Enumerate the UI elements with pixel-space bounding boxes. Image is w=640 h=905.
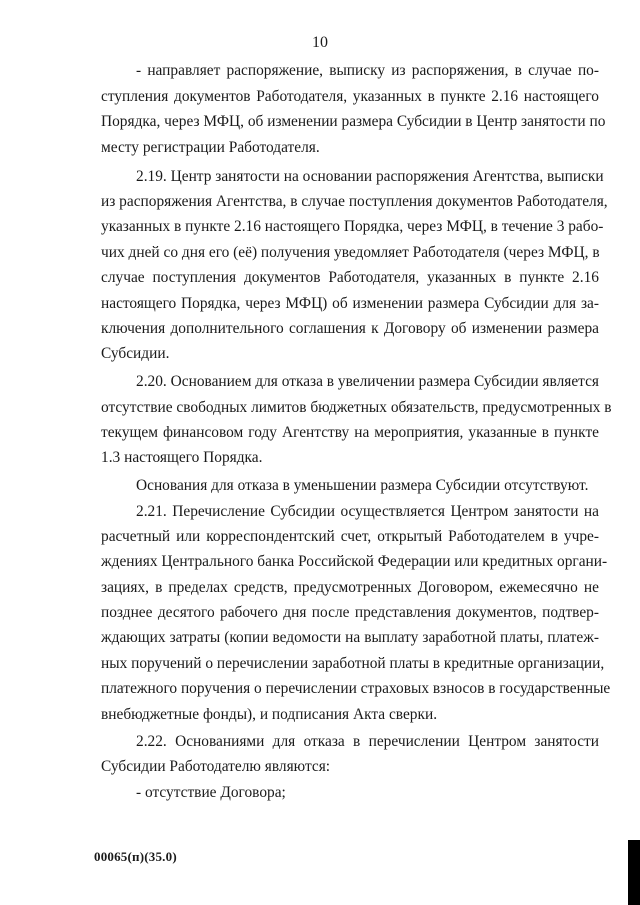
text-line: внебюджетные фонды), и подписания Акта сверки. bbox=[101, 706, 438, 723]
text-line: ных поручений о перечислении заработной платы в кредитные организации, bbox=[101, 655, 605, 672]
text-line: Основания для отказа в уменьшении размера Субсидии отсутствуют. bbox=[136, 477, 589, 494]
scan-edge-mark bbox=[628, 840, 640, 905]
text-line: отсутствие свободных лимитов бюджетных обязательств, предусмотренных в bbox=[101, 399, 612, 416]
text-line: 2.19. Центр занятости на основании распоряжения Агентства, выписки bbox=[136, 168, 604, 185]
text-line: текущем финансовом году Агентству на мероприятия, указанные в пункте bbox=[101, 424, 599, 441]
text-line: чих дней со дня его (её) получения уведомляет Работодателя (через МФЦ, в bbox=[101, 244, 600, 261]
text-line: позднее десятого рабочего дня после представления документов, подтвер- bbox=[101, 604, 599, 621]
text-line: ждениях Центрального банка Российской Федерации или кредитных органи- bbox=[101, 553, 608, 570]
text-line: Субсидии Работодателю являются: bbox=[101, 758, 331, 775]
text-line: 2.20. Основанием для отказа в увеличении размера Субсидии является bbox=[136, 373, 599, 390]
text-line: ключения дополнительного соглашения к Договору об изменении размера bbox=[101, 320, 599, 337]
text-line: случае поступления документов Работодателя, указанных в пункте 2.16 bbox=[101, 269, 599, 286]
text-line: - направляет распоряжение, выписку из распоряжения, в случае по- bbox=[136, 62, 599, 79]
text-line: - отсутствие Договора; bbox=[136, 784, 286, 801]
page-number: 10 bbox=[312, 34, 328, 51]
text-line: Субсидии. bbox=[101, 345, 170, 362]
text-line: Порядка, через МФЦ, об изменении размера Субсидии в Центр занятости по bbox=[101, 113, 606, 130]
text-line: указанных в пункте 2.16 настоящего Порядка, через МФЦ, в течение 3 рабо- bbox=[101, 218, 604, 235]
text-line: 1.3 настоящего Порядка. bbox=[101, 449, 263, 466]
text-line: зациях, в пределах средств, предусмотренных Договором, ежемесячно не bbox=[101, 579, 599, 596]
text-line: платежного поручения о перечислении страховых взносов в государственные bbox=[101, 680, 611, 697]
text-line: ступления документов Работодателя, указанных в пункте 2.16 настоящего bbox=[101, 88, 599, 105]
text-line: 2.22. Основаниями для отказа в перечислении Центром занятости bbox=[136, 733, 599, 750]
text-line: 2.21. Перечисление Субсидии осуществляется Центром занятости на bbox=[136, 503, 599, 520]
text-line: из распоряжения Агентства, в случае поступления документов Работодателя, bbox=[101, 193, 608, 210]
text-line: настоящего Порядка, через МФЦ) об изменении размера Субсидии для за- bbox=[101, 295, 599, 312]
text-line: ждающих затраты (копии ведомости на выплату заработной платы, платеж- bbox=[101, 629, 599, 646]
document-code: 00065(п)(35.0) bbox=[94, 849, 177, 864]
text-line: месту регистрации Работодателя. bbox=[101, 139, 320, 156]
text-line: расчетный или корреспондентский счет, открытый Работодателем в учре- bbox=[101, 528, 599, 545]
